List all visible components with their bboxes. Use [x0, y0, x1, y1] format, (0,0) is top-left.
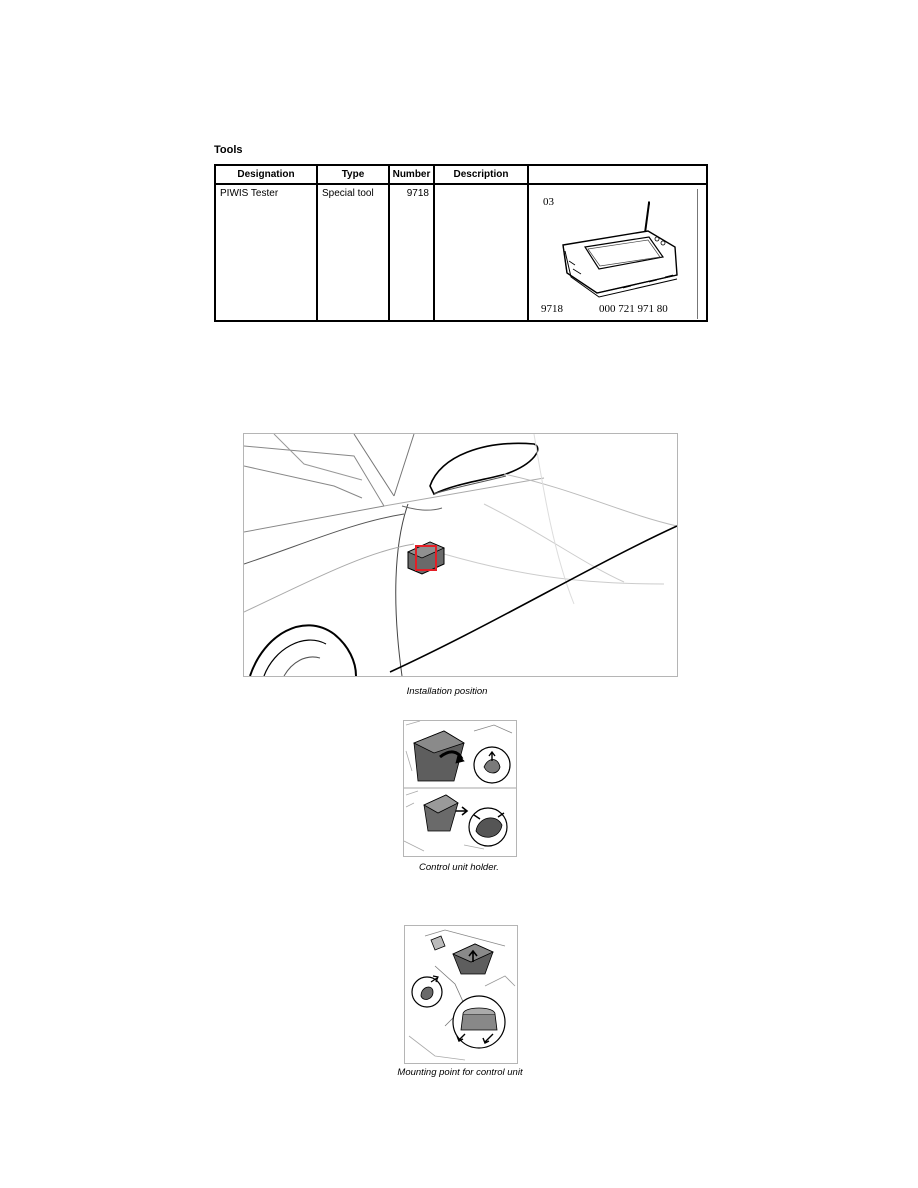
tester-device-illustration: [553, 199, 683, 309]
caption-mounting-point: Mounting point for control unit: [397, 1067, 523, 1078]
caption-control-unit-holder: Control unit holder.: [419, 862, 499, 873]
tool-code-number: 9718: [541, 303, 563, 315]
mounting-point-figure: [404, 925, 518, 1064]
control-unit-component: [408, 542, 444, 574]
table-row: [215, 184, 707, 321]
installation-position-figure: [243, 433, 678, 677]
tool-code-top: 03: [543, 196, 554, 208]
cell-number: 9718: [389, 184, 434, 321]
tool-part-number: 000 721 971 80: [599, 303, 668, 315]
tool-image-frame: [531, 189, 698, 319]
cell-designation: PIWIS Tester: [215, 184, 317, 321]
caption-installation-position: Installation position: [406, 686, 488, 697]
mounting-point-drawing: [405, 926, 517, 1063]
cell-description: [434, 184, 528, 321]
tools-heading: Tools: [214, 144, 243, 156]
col-header-type: Type: [317, 165, 389, 184]
col-header-number: Number: [389, 165, 434, 184]
control-unit-holder-drawing: [404, 721, 516, 856]
table-header-row: [215, 165, 707, 184]
col-header-image: [528, 165, 707, 184]
col-header-description: Description: [434, 165, 528, 184]
cell-tool-image: [528, 184, 707, 321]
tools-table: [214, 164, 708, 322]
cell-type: Special tool: [317, 184, 389, 321]
car-door-line-drawing: [244, 434, 677, 676]
col-header-designation: Designation: [215, 165, 317, 184]
control-unit-holder-figure: [403, 720, 517, 857]
